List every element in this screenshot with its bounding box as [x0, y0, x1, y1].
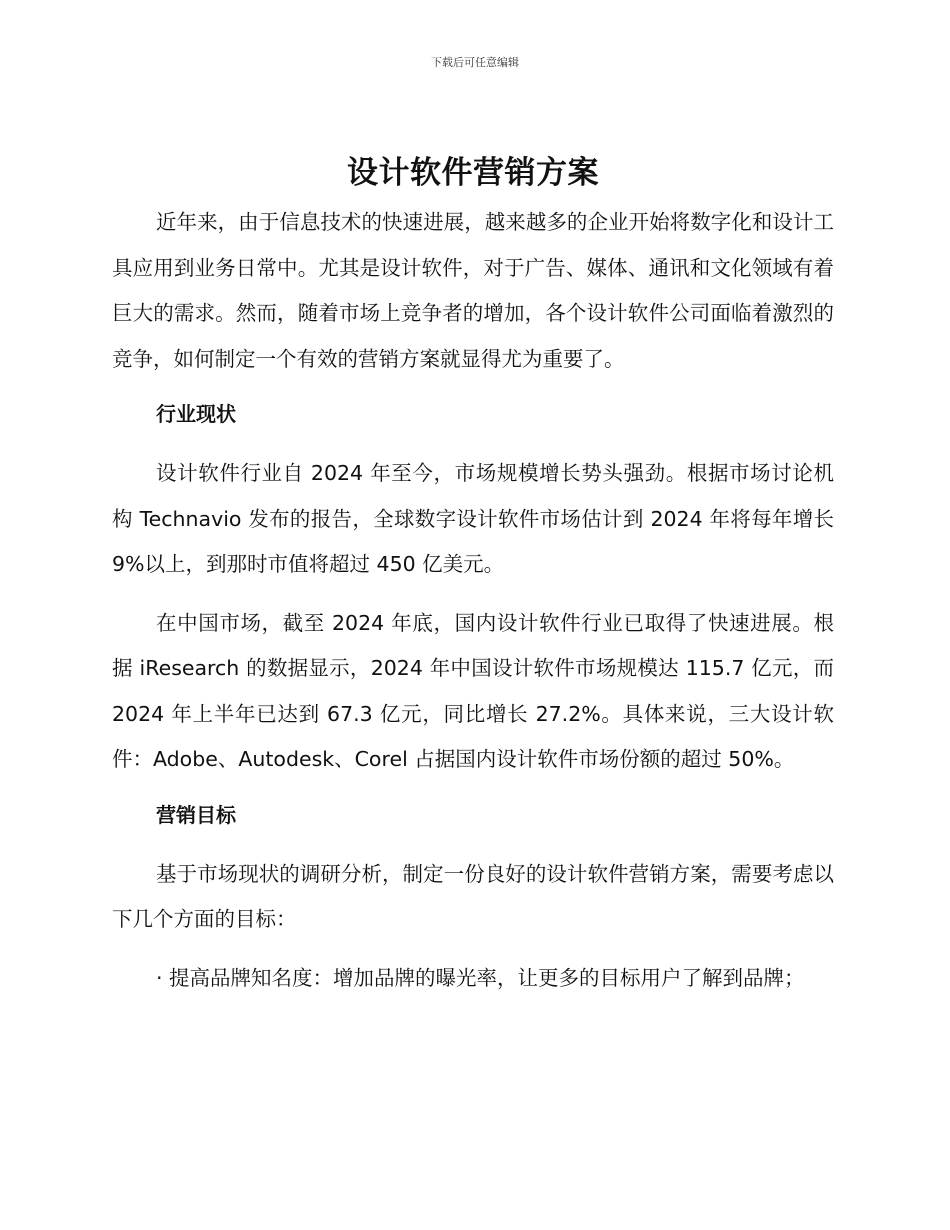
section-heading-industry: 行业现状 [156, 402, 236, 426]
document-title: 设计软件营销方案 [347, 155, 599, 191]
section-heading-goals: 营销目标 [156, 802, 236, 827]
bullet-brand-awareness: · 提高品牌知名度：增加品牌的曝光率，让更多的目标用户了解到品牌； [156, 965, 805, 990]
page-header-note: 下载后可任意编辑 [431, 56, 519, 69]
paragraph-goals-intro: 基于市场现状的调研分析，制定一份良好的设计软件营销方案，需要考虑以下几个方面的目标： [112, 861, 834, 931]
paragraph-intro: 近年来，由于信息技术的快速进展，越来越多的企业开始将数字化和设计工具应用到业务日常中。尤其是设计软件，对于广告、媒体、通讯和文化领域有着巨大的需求。然而，随着市场上竞争者的增加，各个设计软件公司面临着激烈的竞争，如何制定一个有效的营销方案就显得尤为重要了。 [112, 210, 834, 371]
paragraph-china-market: 在中国市场，截至 2024 年底，国内设计软件行业已取得了快速进展。根据 iResearch 的数据显示，2024 年中国设计软件市场规模达 115.7 亿元，而 2024 年上半年已达到 67.3 亿元，同比增长 27.2%。具体来说，三大设计软件：Adobe、Autodesk、Corel 占据国内设计软件市场份额的超过 50%。 [112, 610, 834, 771]
paragraph-global-market: 设计软件行业自 2024 年至今，市场规模增长势头强劲。根据市场讨论机构 Technavio 发布的报告，全球数字设计软件市场估计到 2024 年将每年增长 9%以上，到那时市值将超过 450 亿美元。 [112, 461, 834, 576]
document-body [112, 150, 834, 1014]
